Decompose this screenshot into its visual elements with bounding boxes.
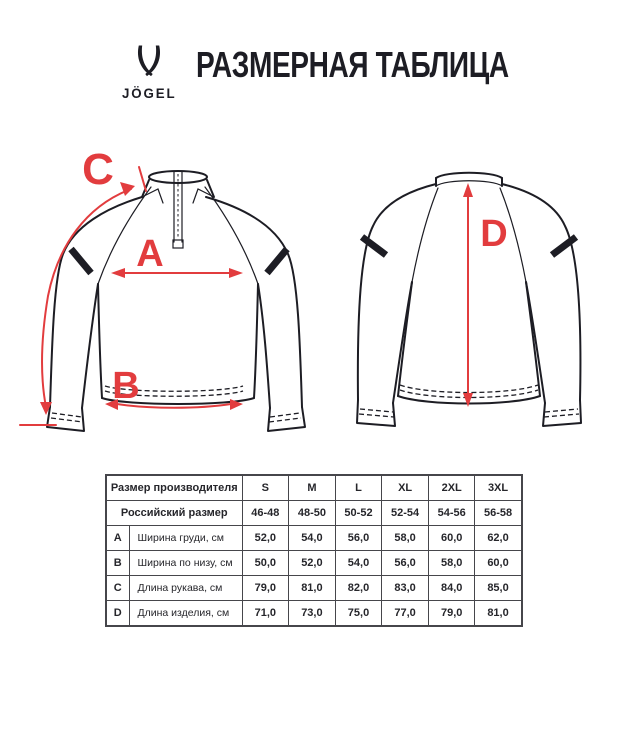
cell-value: 50,0 xyxy=(242,551,289,576)
label-a: A xyxy=(136,233,164,275)
table-row-a xyxy=(106,526,522,551)
row-label: Ширина груди, см xyxy=(129,526,242,551)
cell-value: 60,0 xyxy=(428,526,475,551)
cell-value: 81,0 xyxy=(475,601,522,627)
row-label: Длина рукава, см xyxy=(129,576,242,601)
size-header: XL xyxy=(382,475,429,501)
cuff-stitch-right xyxy=(269,413,301,422)
row-label: Ширина по низу, см xyxy=(129,551,242,576)
russian-size-value: 48-50 xyxy=(289,501,336,526)
brand-wordmark: JÖGEL xyxy=(121,85,177,101)
table-row-b xyxy=(106,551,522,576)
russian-size-label: Российский размер xyxy=(106,501,242,526)
russian-size-value: 52-54 xyxy=(382,501,429,526)
cell-value: 62,0 xyxy=(475,526,522,551)
raglan-seam-left xyxy=(412,188,438,282)
cell-value: 73,0 xyxy=(289,601,336,627)
cell-value: 84,0 xyxy=(428,576,475,601)
row-letter: D xyxy=(106,601,129,627)
cell-value: 75,0 xyxy=(335,601,382,627)
size-table xyxy=(105,474,523,627)
cell-value: 52,0 xyxy=(289,551,336,576)
russian-size-value: 56-58 xyxy=(475,501,522,526)
shoulder-stripe-right xyxy=(267,249,287,273)
cell-value: 81,0 xyxy=(289,576,336,601)
label-c: C xyxy=(82,146,114,194)
page-title: РАЗМЕРНАЯ ТАБЛИЦА xyxy=(196,44,509,85)
table-row-c xyxy=(106,576,522,601)
garment-front-diagram xyxy=(14,146,324,451)
measure-d-arrow xyxy=(463,183,508,407)
garment-back-diagram xyxy=(346,150,606,455)
size-header: M xyxy=(289,475,336,501)
russian-size-value: 50-52 xyxy=(335,501,382,526)
table-row-d xyxy=(106,601,522,627)
cell-value: 54,0 xyxy=(335,551,382,576)
label-b: B xyxy=(112,365,140,407)
cell-value: 56,0 xyxy=(382,551,429,576)
cell-value: 83,0 xyxy=(382,576,429,601)
row-letter: A xyxy=(106,526,129,551)
row-letter: C xyxy=(106,576,129,601)
row-letter: B xyxy=(106,551,129,576)
cell-value: 71,0 xyxy=(242,601,289,627)
manufacturer-size-row xyxy=(106,475,522,501)
cuff-stitch-left xyxy=(359,409,394,417)
cell-value: 58,0 xyxy=(382,526,429,551)
size-header: 2XL xyxy=(428,475,475,501)
size-header: S xyxy=(242,475,289,501)
back-measure-annotations xyxy=(463,183,508,407)
manufacturer-size-label: Размер производителя xyxy=(106,475,242,501)
cuff-stitch-right xyxy=(544,409,579,417)
label-d: D xyxy=(480,213,508,255)
russian-size-value: 46-48 xyxy=(242,501,289,526)
cell-value: 85,0 xyxy=(475,576,522,601)
cell-value: 56,0 xyxy=(335,526,382,551)
size-header: 3XL xyxy=(475,475,522,501)
cell-value: 79,0 xyxy=(242,576,289,601)
cell-value: 77,0 xyxy=(382,601,429,627)
shoulder-stripe-left xyxy=(71,249,91,273)
cell-value: 54,0 xyxy=(289,526,336,551)
size-header: L xyxy=(335,475,382,501)
row-label: Длина изделия, см xyxy=(129,601,242,627)
garment-front-outline xyxy=(47,171,305,431)
cell-value: 82,0 xyxy=(335,576,382,601)
cell-value: 79,0 xyxy=(428,601,475,627)
jogel-logo-icon xyxy=(132,42,166,83)
cuff-stitch-left xyxy=(51,413,83,422)
russian-size-value: 54-56 xyxy=(428,501,475,526)
cell-value: 58,0 xyxy=(428,551,475,576)
cell-value: 60,0 xyxy=(475,551,522,576)
russian-size-row xyxy=(106,501,522,526)
cell-value: 52,0 xyxy=(242,526,289,551)
